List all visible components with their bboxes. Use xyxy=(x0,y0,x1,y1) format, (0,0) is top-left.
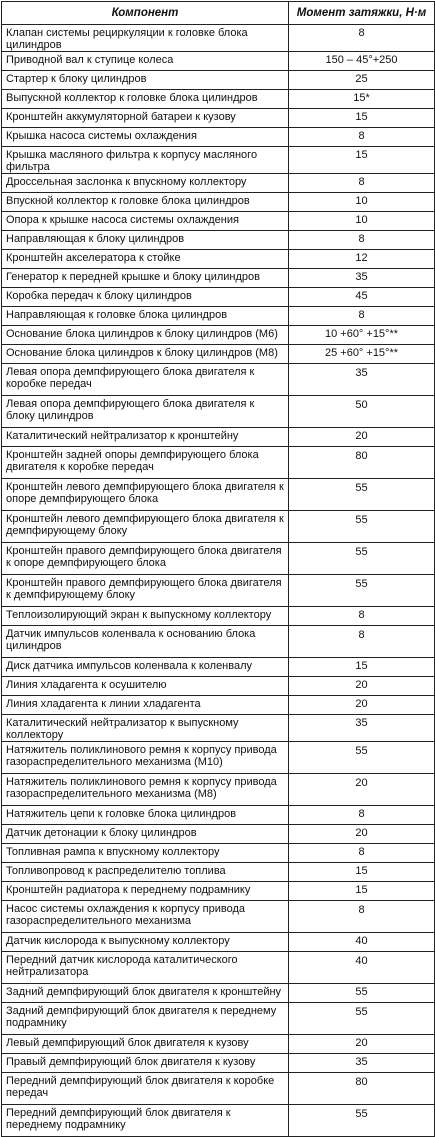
component-cell: Кронштейн задней опоры демпфирующего блока двигателя к коробке передач xyxy=(2,447,289,479)
torque-cell: 15 xyxy=(289,147,435,174)
component-cell: Приводной вал к ступице колеса xyxy=(2,52,289,71)
component-cell: Кронштейн правого демпфирующего блока двигателя к демпфирующему блоку xyxy=(2,575,289,607)
component-cell: Передний демпфирующий блок двигателя к переднему подрамнику xyxy=(2,1105,289,1137)
torque-cell: 8 xyxy=(289,174,435,193)
torque-cell: 10 xyxy=(289,212,435,231)
table-row xyxy=(2,109,435,128)
table-row xyxy=(2,250,435,269)
torque-cell: 25 xyxy=(289,71,435,90)
torque-cell: 20 xyxy=(289,677,435,696)
component-cell: Опора к крышке насоса системы охлаждения xyxy=(2,212,289,231)
torque-column-header: Момент затяжки, Н·м xyxy=(289,2,435,25)
component-cell: Левый демпфирующий блок двигателя к кузову xyxy=(2,1035,289,1054)
table-header-row xyxy=(2,2,435,25)
torque-cell: 15 xyxy=(289,658,435,677)
component-cell: Натяжитель поликлинового ремня к корпусу привода газораспределительного механизма (М10) xyxy=(2,742,289,774)
torque-cell: 8 xyxy=(289,128,435,147)
component-cell: Кронштейн правого демпфирующего блока двигателя к опоре демпфирующего блока xyxy=(2,543,289,575)
component-cell: Линия хладагента к осушителю xyxy=(2,677,289,696)
table-row xyxy=(2,174,435,193)
torque-cell: 20 xyxy=(289,428,435,447)
component-cell: Передний датчик кислорода каталитического нейтрализатора xyxy=(2,952,289,984)
table-row xyxy=(2,396,435,428)
torque-cell: 80 xyxy=(289,447,435,479)
table-row xyxy=(2,288,435,307)
component-cell: Генератор к передней крышке и блоку цилиндров xyxy=(2,269,289,288)
table-row xyxy=(2,626,435,658)
table-row xyxy=(2,212,435,231)
table-row xyxy=(2,844,435,863)
component-cell: Каталитический нейтрализатор к кронштейну xyxy=(2,428,289,447)
table-row xyxy=(2,345,435,364)
table-row xyxy=(2,479,435,511)
torque-cell: 55 xyxy=(289,543,435,575)
torque-cell: 15* xyxy=(289,90,435,109)
table-body xyxy=(2,25,435,1137)
table-row xyxy=(2,863,435,882)
table-row xyxy=(2,90,435,109)
torque-cell: 50 xyxy=(289,396,435,428)
component-cell: Впускной коллектор к головке блока цилиндров xyxy=(2,193,289,212)
component-cell: Каталитический нейтрализатор к выпускному коллектору xyxy=(2,715,289,742)
table-row xyxy=(2,677,435,696)
torque-cell: 20 xyxy=(289,696,435,715)
table-row xyxy=(2,447,435,479)
component-cell: Кронштейн акселератора к стойке xyxy=(2,250,289,269)
component-cell: Направляющая к головке блока цилиндров xyxy=(2,307,289,326)
torque-cell: 40 xyxy=(289,952,435,984)
table-row xyxy=(2,1073,435,1105)
component-cell: Левая опора демпфирующего блока двигателя к коробке передач xyxy=(2,364,289,396)
component-cell: Крышка насоса системы охлаждения xyxy=(2,128,289,147)
table-row xyxy=(2,882,435,901)
torque-cell: 55 xyxy=(289,742,435,774)
table-row xyxy=(2,1035,435,1054)
component-cell: Кронштейн левого демпфирующего блока двигателя к демпфирующему блоку xyxy=(2,511,289,543)
torque-cell: 35 xyxy=(289,1054,435,1073)
table-row xyxy=(2,952,435,984)
component-cell: Топливопровод к распределителю топлива xyxy=(2,863,289,882)
component-cell: Стартер к блоку цилиндров xyxy=(2,71,289,90)
torque-cell: 35 xyxy=(289,364,435,396)
torque-cell: 8 xyxy=(289,307,435,326)
component-cell: Правый демпфирующий блок двигателя к кузову xyxy=(2,1054,289,1073)
component-cell: Направляющая к блоку цилиндров xyxy=(2,231,289,250)
component-cell: Кронштейн аккумуляторной батареи к кузову xyxy=(2,109,289,128)
component-cell: Дроссельная заслонка к впускному коллектору xyxy=(2,174,289,193)
component-cell: Задний демпфирующий блок двигателя к кронштейну xyxy=(2,984,289,1003)
torque-cell: 15 xyxy=(289,109,435,128)
table-row xyxy=(2,193,435,212)
table-row xyxy=(2,428,435,447)
table-row xyxy=(2,511,435,543)
torque-cell: 12 xyxy=(289,250,435,269)
table-row xyxy=(2,71,435,90)
table-row xyxy=(2,658,435,677)
torque-cell: 150 – 45°+250 xyxy=(289,52,435,71)
table-row xyxy=(2,364,435,396)
component-column-header: Компонент xyxy=(2,2,289,25)
component-cell: Выпускной коллектор к головке блока цилиндров xyxy=(2,90,289,109)
table-row xyxy=(2,774,435,806)
component-cell: Основание блока цилиндров к блоку цилиндров (М8) xyxy=(2,345,289,364)
table-row xyxy=(2,696,435,715)
torque-cell: 45 xyxy=(289,288,435,307)
torque-cell: 80 xyxy=(289,1073,435,1105)
table-row xyxy=(2,147,435,174)
table-row xyxy=(2,575,435,607)
component-cell: Коробка передач к блоку цилиндров xyxy=(2,288,289,307)
table-row xyxy=(2,1105,435,1137)
table-row xyxy=(2,806,435,825)
torque-cell: 20 xyxy=(289,1035,435,1054)
component-cell: Топливная рампа к впускному коллектору xyxy=(2,844,289,863)
table-row xyxy=(2,307,435,326)
component-cell: Натяжитель цепи к головке блока цилиндров xyxy=(2,806,289,825)
component-cell: Клапан системы рециркуляции к головке блока цилиндров xyxy=(2,25,289,52)
component-cell: Передний демпфирующий блок двигателя к коробке передач xyxy=(2,1073,289,1105)
torque-cell: 10 xyxy=(289,193,435,212)
table-row xyxy=(2,1003,435,1035)
component-cell: Натяжитель поликлинового ремня к корпусу привода газораспределительного механизма (М8) xyxy=(2,774,289,806)
torque-cell: 8 xyxy=(289,901,435,933)
component-cell: Датчик кислорода к выпускному коллектору xyxy=(2,933,289,952)
torque-cell: 35 xyxy=(289,269,435,288)
torque-cell: 15 xyxy=(289,863,435,882)
table-row xyxy=(2,984,435,1003)
torque-cell: 8 xyxy=(289,806,435,825)
torque-cell: 55 xyxy=(289,1003,435,1035)
component-cell: Задний демпфирующий блок двигателя к переднему подрамнику xyxy=(2,1003,289,1035)
torque-cell: 8 xyxy=(289,626,435,658)
component-cell: Основание блока цилиндров к блоку цилиндров (М6) xyxy=(2,326,289,345)
torque-cell: 20 xyxy=(289,825,435,844)
table-row xyxy=(2,933,435,952)
torque-cell: 25 +60° +15°** xyxy=(289,345,435,364)
torque-cell: 8 xyxy=(289,844,435,863)
table-row xyxy=(2,742,435,774)
component-cell: Левая опора демпфирующего блока двигателя к блоку цилиндров xyxy=(2,396,289,428)
torque-cell: 40 xyxy=(289,933,435,952)
component-cell: Датчик импульсов коленвала к основанию блока цилиндров xyxy=(2,626,289,658)
torque-cell: 35 xyxy=(289,715,435,742)
table-row xyxy=(2,269,435,288)
component-cell: Диск датчика импульсов коленвала к коленвалу xyxy=(2,658,289,677)
table-row xyxy=(2,231,435,250)
table-row xyxy=(2,901,435,933)
torque-cell: 8 xyxy=(289,231,435,250)
component-cell: Датчик детонации к блоку цилиндров xyxy=(2,825,289,844)
torque-cell: 20 xyxy=(289,774,435,806)
torque-cell: 55 xyxy=(289,1105,435,1137)
component-cell: Теплоизолирующий экран к выпускному коллектору xyxy=(2,607,289,626)
torque-table xyxy=(1,1,435,1137)
table-row xyxy=(2,543,435,575)
table-row xyxy=(2,326,435,345)
component-cell: Кронштейн левого демпфирующего блока двигателя к опоре демпфирующего блока xyxy=(2,479,289,511)
component-cell: Кронштейн радиатора к переднему подрамнику xyxy=(2,882,289,901)
table-row xyxy=(2,25,435,52)
torque-cell: 8 xyxy=(289,25,435,52)
component-cell: Насос системы охлаждения к корпусу привода газораспределительного механизма xyxy=(2,901,289,933)
torque-cell: 55 xyxy=(289,479,435,511)
torque-cell: 55 xyxy=(289,511,435,543)
table-row xyxy=(2,607,435,626)
table-row xyxy=(2,1054,435,1073)
table-row xyxy=(2,128,435,147)
torque-cell: 15 xyxy=(289,882,435,901)
torque-cell: 8 xyxy=(289,607,435,626)
component-cell: Линия хладагента к линии хладагента xyxy=(2,696,289,715)
torque-cell: 10 +60° +15°** xyxy=(289,326,435,345)
table-row xyxy=(2,52,435,71)
component-cell: Крышка масляного фильтра к корпусу масляного фильтра xyxy=(2,147,289,174)
torque-cell: 55 xyxy=(289,575,435,607)
table-row xyxy=(2,825,435,844)
table-row xyxy=(2,715,435,742)
torque-cell: 55 xyxy=(289,984,435,1003)
